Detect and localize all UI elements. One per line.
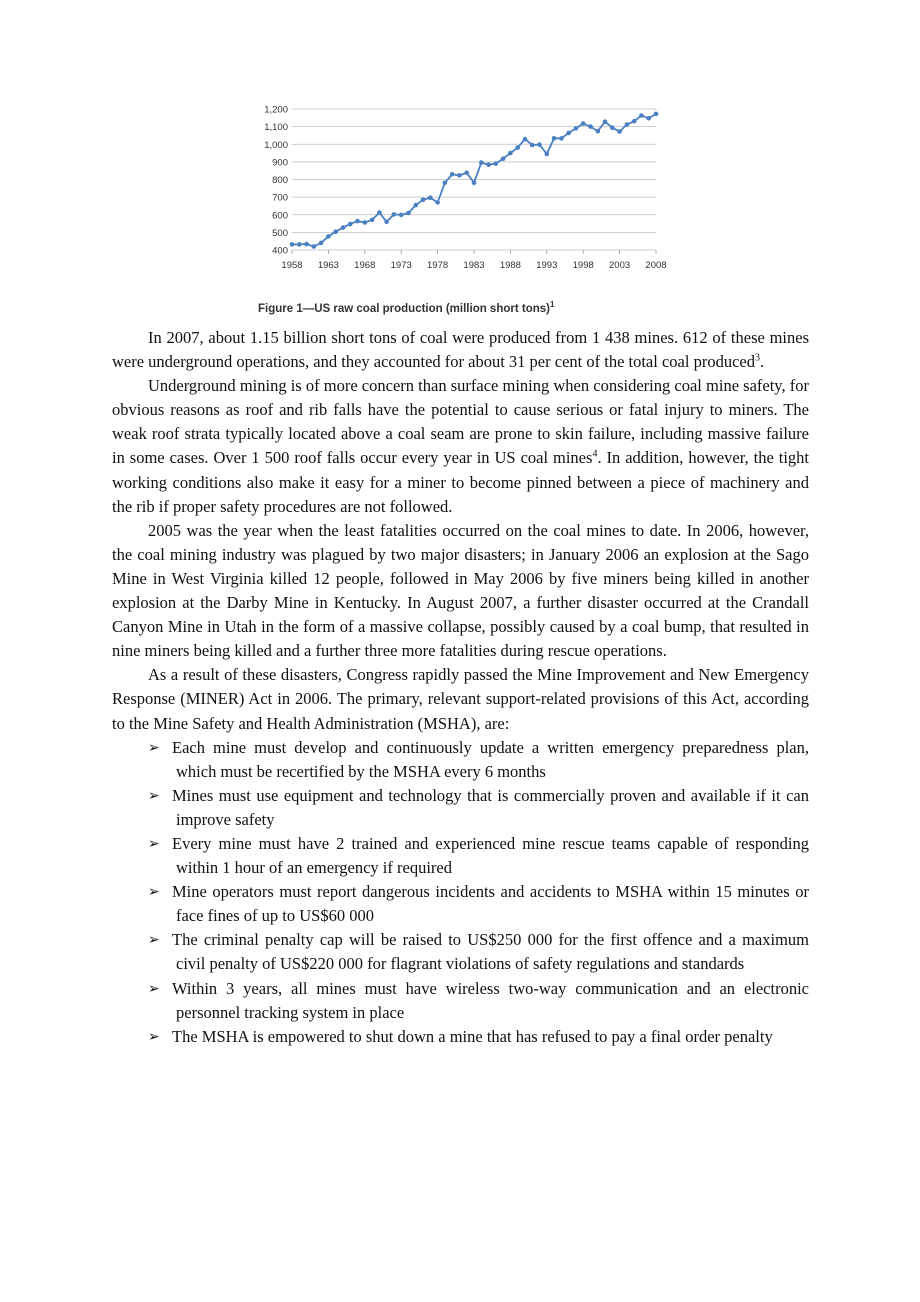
data-point bbox=[625, 122, 630, 127]
data-point bbox=[421, 198, 426, 203]
data-point bbox=[363, 220, 368, 225]
x-tick-label: 2003 bbox=[609, 260, 631, 271]
data-point bbox=[523, 137, 528, 142]
list-item-text: Within 3 years, all mines must have wireless two-way communication and an electronic personnel tracking system in place bbox=[172, 978, 809, 1022]
body-text bbox=[112, 326, 809, 1049]
paragraph-2 bbox=[112, 374, 809, 519]
data-point bbox=[515, 145, 520, 150]
data-point bbox=[581, 121, 586, 126]
data-point bbox=[545, 152, 550, 157]
y-tick-label: 1,000 bbox=[264, 139, 288, 151]
paragraph-2-text: Underground mining is of more concern than surface mining when considering coal mine safety, for obvious reasons as roof and rib falls have the potential to cause serious or fatal injury to miners. The weak roof strata typically located above a coal seam are prone to skin failure, including massive failure in some cases. Over 1 500 roof falls occur every year in US coal mines bbox=[112, 376, 809, 468]
list-item-text: Mine operators must report dangerous incidents and accidents to MSHA within 15 minutes or face fines of up to US$60 000 bbox=[172, 882, 809, 926]
data-point bbox=[333, 229, 338, 234]
data-point bbox=[450, 172, 455, 177]
data-point bbox=[312, 244, 317, 249]
data-point bbox=[494, 161, 499, 166]
data-point bbox=[501, 156, 506, 161]
arrow-bullet-icon: ➢ bbox=[148, 739, 160, 756]
list-item-text: The criminal penalty cap will be raised to US$250 000 for the first offence and a maximum civil penalty of US$220 000 for flagrant violations of safety regulations and standards bbox=[172, 930, 809, 974]
figure-caption bbox=[258, 300, 554, 315]
y-tick-label: 700 bbox=[272, 192, 288, 204]
x-tick-label: 1993 bbox=[536, 260, 558, 271]
coal-production-chart bbox=[250, 98, 680, 280]
data-point bbox=[552, 136, 557, 141]
arrow-bullet-icon: ➢ bbox=[148, 980, 160, 997]
data-point bbox=[399, 213, 404, 218]
list-item-text: The MSHA is empowered to shut down a mine that has refused to pay a final order penalty bbox=[172, 1026, 773, 1046]
data-point bbox=[530, 143, 535, 148]
data-point bbox=[596, 129, 601, 134]
data-point bbox=[486, 162, 491, 167]
data-point bbox=[464, 171, 469, 176]
paragraph-2-end: . In addition, however, the tight working conditions also make it easy for a miner to become pinned between a piece of machinery and the rib if proper safety procedures are not followed. bbox=[112, 448, 809, 516]
data-point bbox=[610, 125, 615, 130]
data-point bbox=[639, 113, 644, 118]
data-point bbox=[537, 142, 542, 147]
data-point bbox=[603, 119, 608, 124]
data-point bbox=[574, 126, 579, 131]
data-point bbox=[566, 131, 571, 136]
list-item bbox=[112, 784, 809, 832]
data-point bbox=[617, 129, 622, 134]
data-point bbox=[326, 234, 331, 239]
arrow-bullet-icon: ➢ bbox=[148, 932, 160, 949]
provisions-list bbox=[112, 736, 809, 1049]
x-tick-label: 1973 bbox=[390, 260, 412, 271]
x-tick-label: 1988 bbox=[499, 260, 521, 271]
data-point bbox=[654, 112, 659, 117]
series-line bbox=[292, 114, 656, 247]
arrow-bullet-icon: ➢ bbox=[148, 1028, 160, 1045]
data-point bbox=[392, 212, 397, 217]
list-item-text: Each mine must develop and continuously update a written emergency preparedness plan, which must be recertified by the MSHA every 6 months bbox=[172, 737, 809, 781]
list-item bbox=[112, 977, 809, 1025]
list-item bbox=[112, 736, 809, 784]
data-point bbox=[479, 160, 484, 165]
list-item bbox=[112, 832, 809, 880]
paragraph-1-end: . bbox=[759, 352, 765, 372]
y-axis-tick-labels bbox=[264, 105, 288, 257]
data-point bbox=[406, 211, 411, 216]
y-tick-label: 1,100 bbox=[264, 122, 288, 134]
arrow-bullet-icon: ➢ bbox=[148, 787, 160, 804]
data-point bbox=[646, 116, 651, 121]
list-item-text: Mines must use equipment and technology that is commercially proven and available if it can improve safety bbox=[172, 785, 809, 829]
data-point bbox=[341, 225, 346, 230]
footnote-ref-4: 4 bbox=[592, 448, 598, 460]
y-tick-label: 400 bbox=[272, 245, 288, 257]
figure-caption-ref: 1 bbox=[550, 300, 555, 309]
data-point bbox=[559, 136, 564, 141]
data-point bbox=[304, 242, 309, 247]
data-point bbox=[297, 242, 302, 247]
data-point bbox=[435, 200, 440, 205]
x-tick-label: 1998 bbox=[572, 260, 594, 271]
list-item bbox=[112, 880, 809, 928]
data-point bbox=[384, 220, 389, 225]
paragraph-3: 2005 was the year when the least fatalities occurred on the coal mines to date. In 2006, however, the coal mining industry was plagued by two major disasters; in January 2006 an explosion at the Sago Mine in West Virginia killed 12 people, followed in May 2006 by five miners being killed in another explosion at the Darby Mine in Kentucky. In August 2007, a further disaster occurred at the Crandall Canyon Mine in Utah in the form of a massive collapse, possibly caused by a coal bump, that resulted in nine miners being killed and a further three more fatalities during rescue operations. bbox=[112, 520, 809, 661]
y-tick-label: 600 bbox=[272, 210, 288, 222]
list-item-text: Every mine must have 2 trained and experienced mine rescue teams capable of responding within 1 hour of an emergency if required bbox=[172, 833, 809, 878]
data-point bbox=[319, 241, 324, 246]
x-tick-label: 1978 bbox=[427, 260, 449, 271]
data-point bbox=[508, 151, 513, 156]
paragraph-4: As a result of these disasters, Congress rapidly passed the Mine Improvement and New Emergency Response (MINER) Act in 2006. The primary, relevant support-related provisions of this Act, according to the Mine Safety and Health Administration (MSHA), are: bbox=[112, 665, 809, 733]
data-point bbox=[377, 210, 382, 215]
data-point bbox=[414, 203, 419, 208]
paragraph-1 bbox=[112, 326, 809, 374]
data-point bbox=[370, 218, 375, 223]
data-point bbox=[457, 173, 462, 178]
data-point bbox=[472, 180, 477, 185]
x-tick-label: 1968 bbox=[354, 260, 376, 271]
x-tick-label: 1963 bbox=[317, 260, 339, 271]
x-axis-tick-labels bbox=[281, 260, 666, 271]
figure-caption-text: Figure 1—US raw coal production (million short tons) bbox=[258, 302, 550, 315]
data-point bbox=[588, 124, 593, 129]
y-tick-label: 500 bbox=[272, 227, 288, 239]
arrow-bullet-icon: ➢ bbox=[148, 884, 160, 901]
paragraph-1-text: In 2007, about 1.15 billion short tons of coal were produced from 1 438 mines. 612 of these mines were underground operations, and they accounted for about 31 per cent of the total coal produced bbox=[112, 328, 809, 372]
footnote-ref-3: 3 bbox=[754, 352, 760, 364]
list-item bbox=[112, 928, 809, 976]
data-point bbox=[290, 242, 295, 247]
y-tick-label: 1,200 bbox=[264, 104, 288, 116]
data-point bbox=[632, 119, 637, 124]
list-item bbox=[112, 1025, 809, 1049]
y-tick-label: 800 bbox=[272, 175, 288, 186]
x-tick-label: 2008 bbox=[645, 260, 667, 271]
data-point bbox=[348, 222, 353, 227]
arrow-bullet-icon: ➢ bbox=[148, 835, 160, 852]
y-tick-label: 900 bbox=[272, 157, 288, 169]
data-point bbox=[355, 219, 360, 224]
data-point bbox=[443, 181, 448, 186]
x-tick-label: 1958 bbox=[281, 260, 303, 271]
x-tick-label: 1983 bbox=[463, 260, 485, 271]
data-point bbox=[428, 195, 433, 200]
